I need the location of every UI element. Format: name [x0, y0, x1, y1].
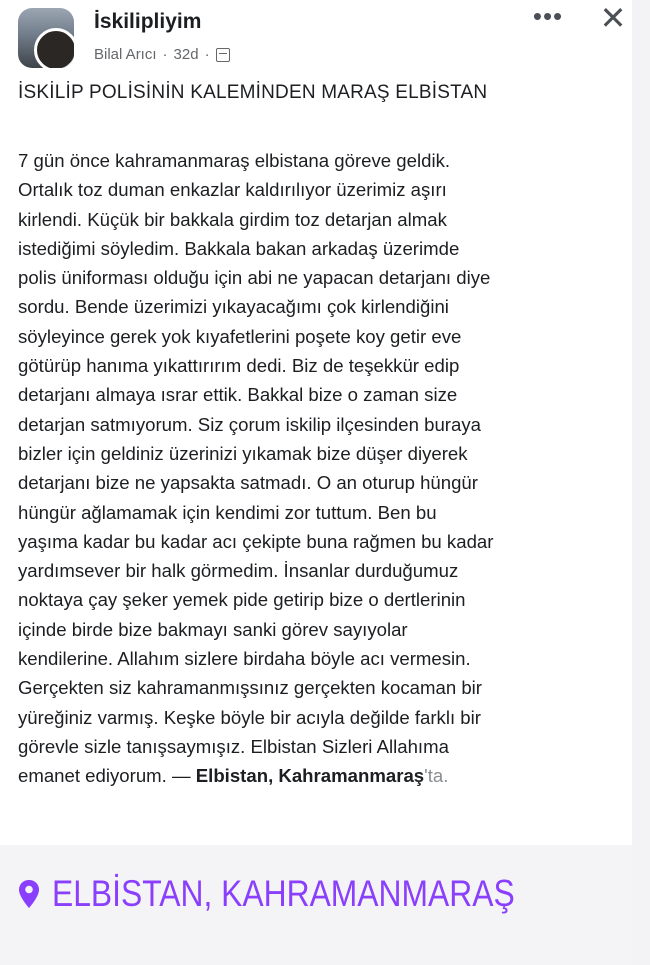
post-body-line: yaşıma kadar bu kadar acı çekipte buna rağmen bu kadar [18, 530, 494, 552]
location-sticker[interactable] [18, 873, 590, 915]
post-body-last-line [18, 761, 630, 790]
post-body-line: emanet ediyorum. — [18, 765, 196, 787]
post-body-line: istediğimi söyledim. Bakkala bakan arkadaş üzerimde [18, 237, 460, 259]
post-time[interactable]: 32d [173, 46, 199, 63]
author-name[interactable]: Bilal Arıcı [94, 46, 157, 63]
post-meta [94, 46, 230, 63]
post-body-line: 7 gün önce kahramanmaraş elbistana göreve geldik. [18, 150, 451, 171]
post-body-line: Gerçekten siz kahramanmışsınız gerçekten kocaman bir [18, 677, 482, 699]
post-body-line: bizler için geldiniz üzerinizi yıkamak bize düşer diyerek [18, 442, 468, 464]
location-link-suffix: 'ta. [424, 765, 449, 787]
meta-separator: · [162, 46, 168, 63]
location-sticker-text: ELBİSTAN, KAHRAMANMARAŞ [52, 873, 515, 914]
post-body-line: noktaya çay şeker yemek pide getirip bize o dertlerinin [18, 589, 466, 611]
post-body [18, 146, 630, 791]
post-body-line: detarjan satmıyorum. Siz çorum iskilip ilçesinden buraya [18, 413, 481, 435]
location-link[interactable]: Elbistan, Kahramanmaraş [195, 765, 425, 787]
post-body-line: kirlendi. Küçük bir bakkala girdim toz detarjan almak [18, 208, 447, 230]
group-name[interactable]: İskilipliyim [94, 10, 202, 33]
post-body-line: söyleyince gerek yok kıyafetlerini poşete koy getir eve [18, 325, 462, 347]
post-headline: İSKİLİP POLİSİNİN KALEMİNDEN MARAŞ ELBİSTAN [18, 82, 488, 103]
screen-edge [632, 0, 650, 965]
post-body-line: görevle sizle tanışsaymışız. Elbistan Sizleri Allahıma [18, 735, 449, 757]
post-body-line: polis üniforması olduğu için abi ne yapacan detarjanı diye [18, 267, 491, 289]
close-button[interactable]: ✕ [599, 0, 627, 36]
post-body-line: yüreğiniz varmış. Keşke böyle bir acıyla değilde farklı bir [18, 706, 481, 728]
post-body-line: sordu. Bende üzerimizi yıkayacağımı çok kirlendiğini [18, 296, 449, 318]
author-avatar[interactable] [34, 28, 74, 68]
post-body-line: kendilerine. Allahım sizlere birdaha böyle acı vermesin. [18, 648, 471, 670]
post-body-line: Ortalık toz duman enkazlar kaldırılıyor üzerimiz aşırı [18, 179, 447, 201]
group-avatar[interactable] [18, 8, 74, 68]
group-privacy-icon [216, 48, 230, 62]
post-body-line: detarjanı almaya ısrar ettik. Bakkal bize o zaman size [18, 384, 458, 406]
post-body-line: götürüp hanıma yıkattırırım dedi. Biz de teşekkür edip [18, 355, 460, 377]
post-body-line: detarjanı bize ne yapsakta satmadı. O an oturup hüngür [18, 472, 478, 494]
meta-separator: · [204, 46, 210, 63]
post-body-line: hüngür ağlamamak için kendimi zor tuttum. Ben bu [18, 501, 437, 523]
location-pin-icon [18, 879, 40, 909]
post-body-line: içinde birde bize bakmayı sanki görev sayıyolar [18, 618, 408, 640]
post-body-line: yardımsever bir halk görmedim. İnsanlar durduğumuz [18, 560, 459, 582]
more-options-button[interactable]: ••• [532, 1, 564, 31]
